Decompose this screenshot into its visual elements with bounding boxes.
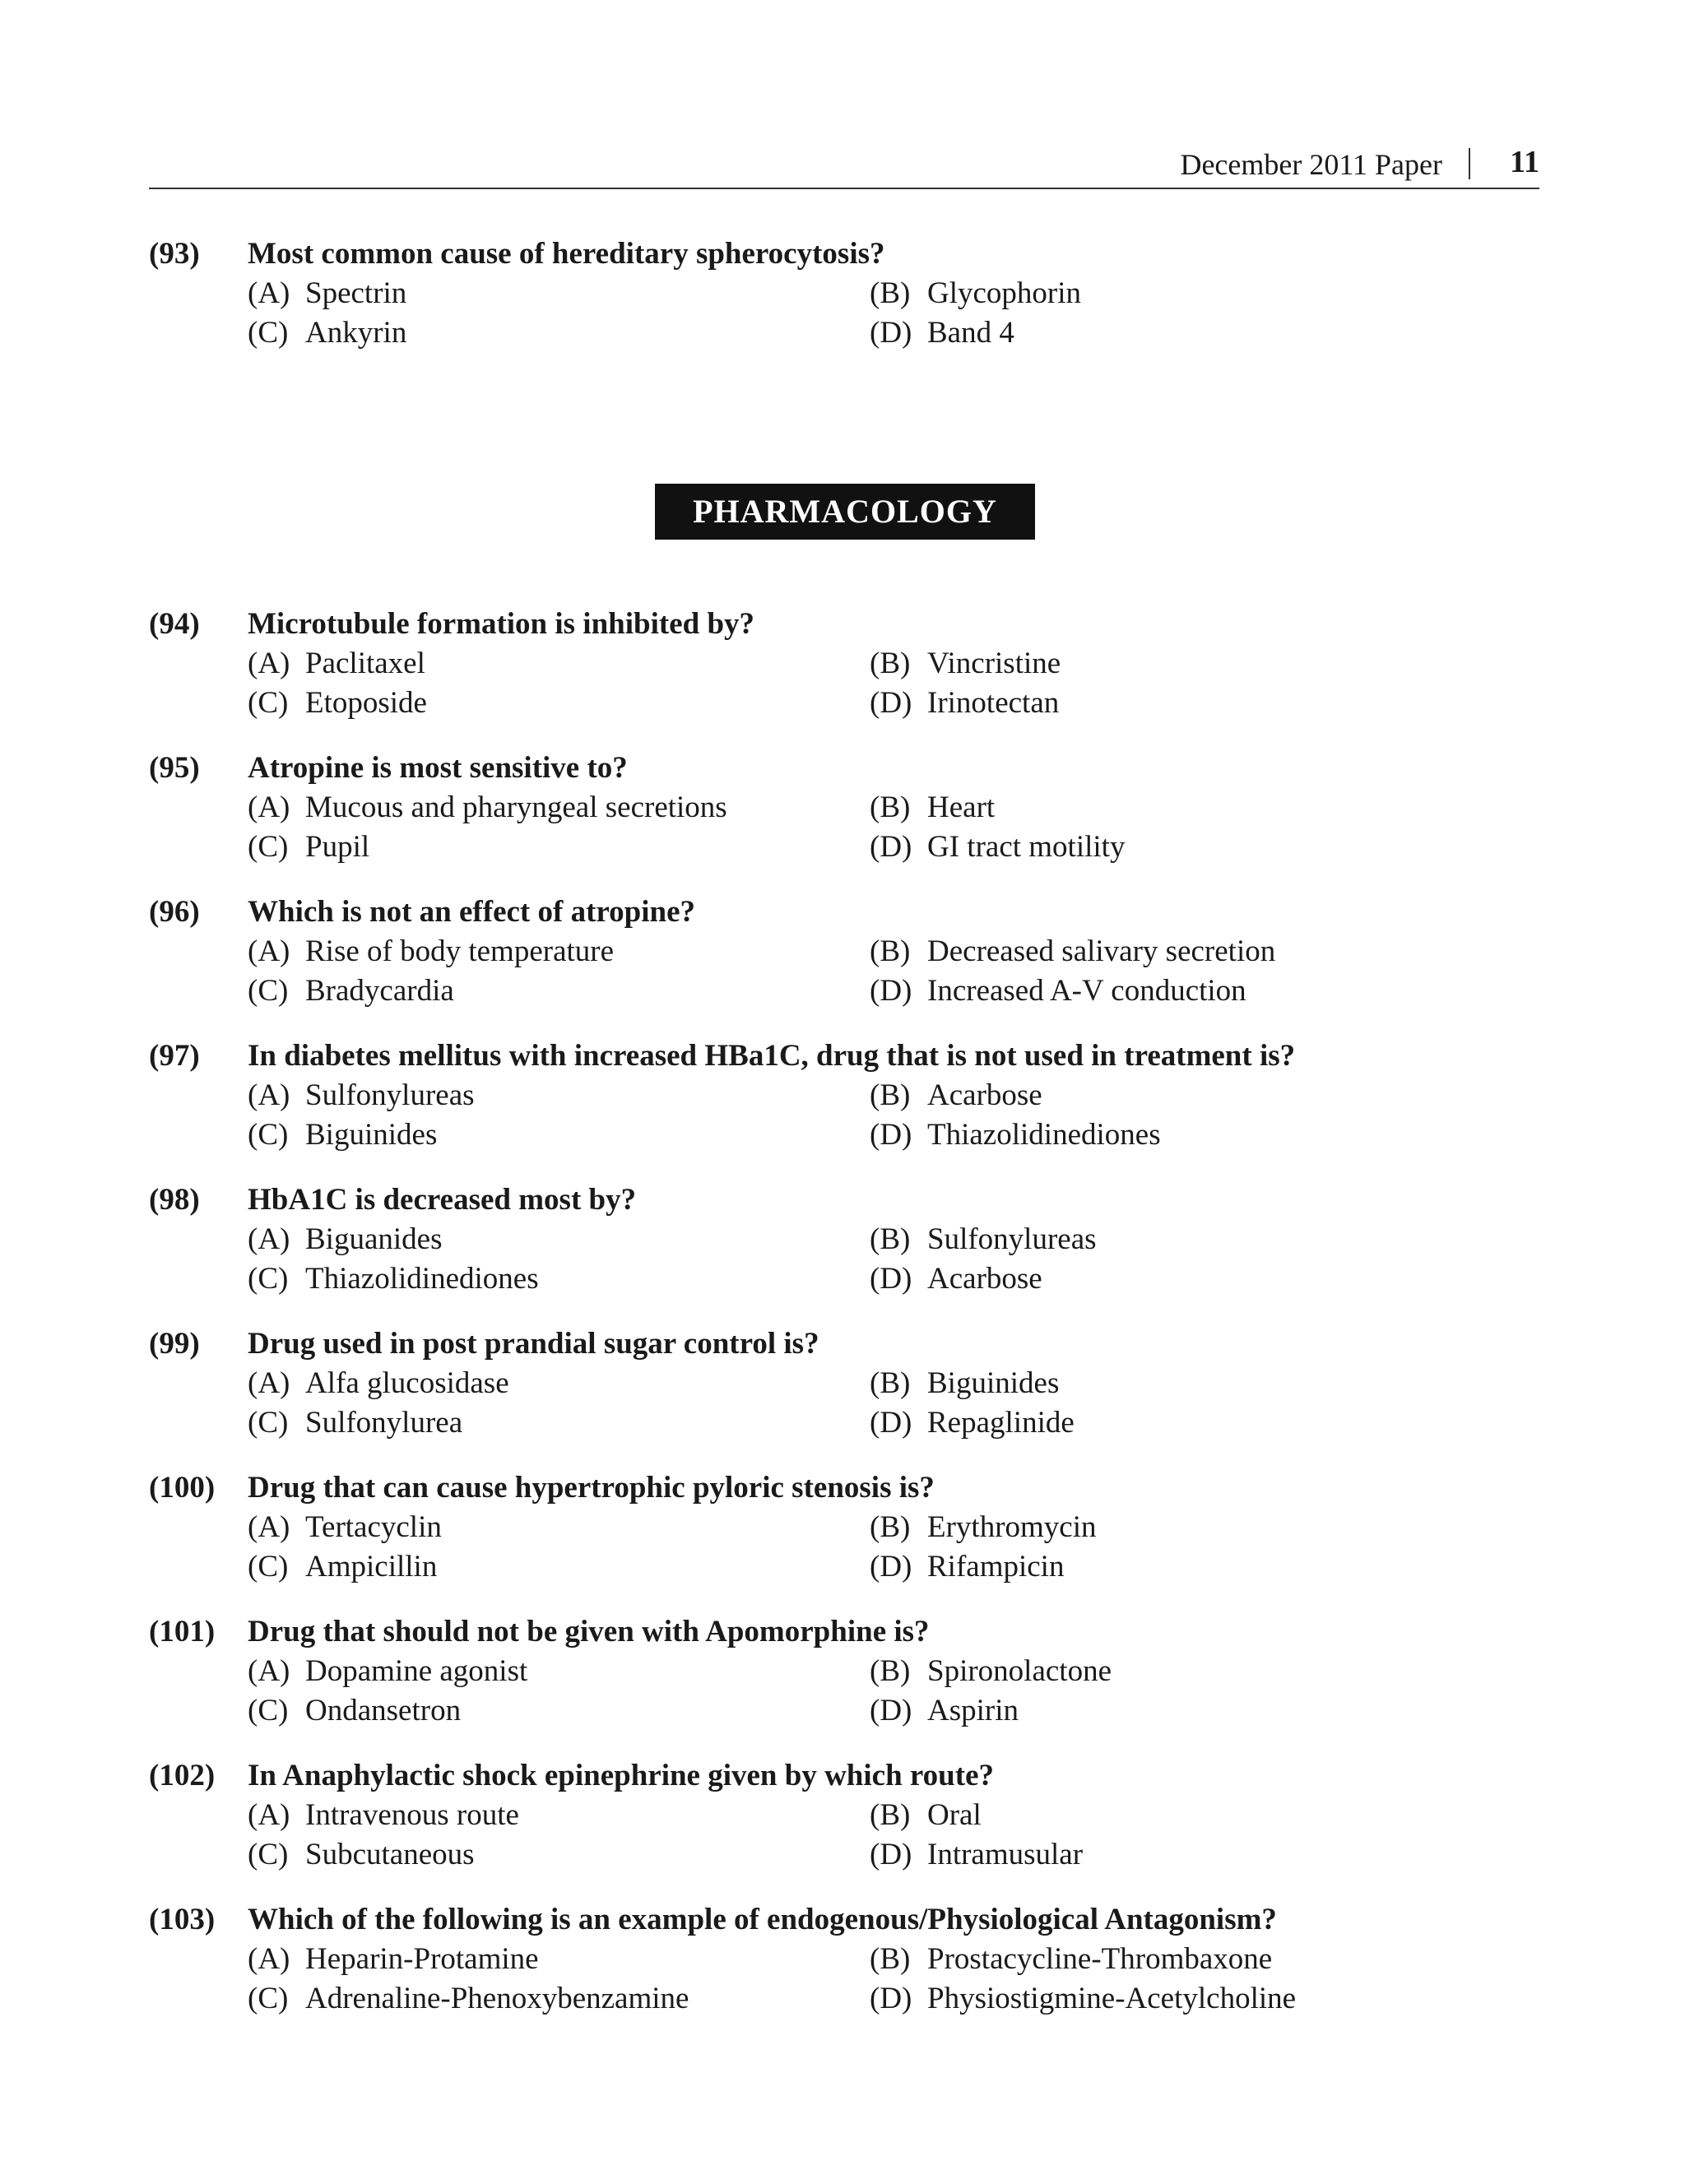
- option-letter: (C): [248, 830, 289, 864]
- running-title: December 2011 Paper: [1180, 148, 1442, 181]
- option-a: [248, 1364, 509, 1403]
- question-number: (98): [149, 1183, 200, 1217]
- option-b: [870, 644, 1061, 684]
- question-number: (94): [149, 607, 200, 641]
- question-text: Which is not an effect of atropine?: [248, 895, 695, 929]
- option-d: [870, 1115, 1161, 1155]
- option-b: [870, 274, 1081, 313]
- option-a: [248, 1220, 442, 1259]
- question-number: (95): [149, 751, 200, 785]
- question-number: (101): [149, 1615, 216, 1648]
- option-letter: (B): [870, 1510, 911, 1544]
- option-letter: (C): [248, 686, 289, 720]
- option-a: [248, 1076, 475, 1115]
- option-text: Acarbose: [927, 1078, 1042, 1112]
- option-text: Biguinides: [305, 1118, 438, 1152]
- option-text: Mucous and pharyngeal secretions: [305, 791, 727, 824]
- option-d: [870, 828, 1125, 867]
- option-a: [248, 1508, 442, 1547]
- option-text: Biguanides: [305, 1222, 443, 1256]
- option-letter: (C): [248, 1550, 289, 1584]
- option-letter: (D): [870, 1982, 912, 2015]
- option-text: Sulfonylureas: [927, 1222, 1097, 1256]
- option-c: [248, 828, 369, 867]
- option-text: Spironolactone: [927, 1654, 1112, 1688]
- option-text: Ankyrin: [305, 316, 407, 350]
- option-text: Heart: [927, 791, 996, 824]
- option-letter: (C): [248, 1262, 289, 1296]
- option-text: Oral: [927, 1798, 982, 1832]
- option-text: GI tract motility: [927, 830, 1126, 864]
- option-letter: (D): [870, 1118, 912, 1152]
- option-letter: (B): [870, 647, 911, 680]
- option-b: [870, 1508, 1097, 1547]
- option-c: [248, 1403, 462, 1443]
- option-text: Glycophorin: [927, 276, 1082, 310]
- question-text: Drug used in post prandial sugar control is?: [248, 1327, 819, 1361]
- option-a: [248, 788, 727, 828]
- option-letter: (A): [248, 276, 290, 310]
- option-c: [248, 1835, 475, 1875]
- option-text: Alfa glucosidase: [305, 1366, 509, 1400]
- option-text: Band 4: [927, 316, 1014, 350]
- option-text: Etoposide: [305, 686, 427, 720]
- option-a: [248, 932, 614, 971]
- option-text: Vincristine: [927, 647, 1061, 680]
- option-b: [870, 1076, 1042, 1115]
- option-text: Decreased salivary secretion: [927, 934, 1276, 968]
- option-letter: (C): [248, 974, 289, 1008]
- option-letter: (C): [248, 1694, 289, 1727]
- option-text: Thiazolidinediones: [305, 1262, 539, 1296]
- option-b: [870, 1796, 982, 1835]
- option-letter: (B): [870, 934, 911, 968]
- option-text: Subcutaneous: [305, 1838, 475, 1871]
- option-d: [870, 1259, 1042, 1299]
- option-c: [248, 684, 427, 723]
- question-number: (102): [149, 1759, 216, 1792]
- section-title: PHARMACOLOGY: [655, 484, 1035, 540]
- question-number: (97): [149, 1039, 200, 1073]
- option-letter: (D): [870, 1694, 912, 1727]
- option-b: [870, 1220, 1097, 1259]
- page-header: [149, 141, 1539, 189]
- question-number: (103): [149, 1903, 216, 1936]
- option-c: [248, 1259, 539, 1299]
- option-letter: (B): [870, 1078, 911, 1112]
- option-letter: (A): [248, 1078, 290, 1112]
- option-text: Rifampicin: [927, 1550, 1065, 1584]
- option-text: Paclitaxel: [305, 647, 425, 680]
- option-b: [870, 1652, 1112, 1691]
- option-d: [870, 313, 1014, 353]
- option-text: Biguinides: [927, 1366, 1060, 1400]
- option-text: Acarbose: [927, 1262, 1042, 1296]
- option-b: [870, 1364, 1059, 1403]
- option-a: [248, 1940, 539, 1979]
- question-number: (100): [149, 1471, 216, 1505]
- option-a: [248, 1652, 527, 1691]
- question-text: In Anaphylactic shock epinephrine given by which route?: [248, 1759, 994, 1792]
- header-separator: [1469, 148, 1470, 179]
- option-d: [870, 1691, 1019, 1731]
- option-text: Ampicillin: [305, 1550, 438, 1584]
- option-letter: (A): [248, 1942, 290, 1976]
- option-letter: (A): [248, 1654, 290, 1688]
- option-text: Increased A-V conduction: [927, 974, 1246, 1008]
- option-letter: (B): [870, 1942, 911, 1976]
- option-text: Rise of body temperature: [305, 934, 615, 968]
- option-letter: (B): [870, 1222, 911, 1256]
- option-c: [248, 1547, 437, 1587]
- option-text: Sulfonylurea: [305, 1406, 463, 1440]
- option-text: Adrenaline-Phenoxybenzamine: [305, 1982, 689, 2015]
- option-c: [248, 1979, 689, 2019]
- option-b: [870, 932, 1275, 971]
- option-text: Pupil: [305, 830, 370, 864]
- option-letter: (D): [870, 316, 912, 350]
- option-letter: (A): [248, 647, 290, 680]
- option-letter: (D): [870, 1838, 912, 1871]
- option-b: [870, 1940, 1272, 1979]
- option-text: Intravenous route: [305, 1798, 519, 1832]
- option-letter: (D): [870, 830, 912, 864]
- option-text: Irinotectan: [927, 686, 1060, 720]
- option-letter: (C): [248, 1838, 289, 1871]
- option-text: Repaglinide: [927, 1406, 1075, 1440]
- option-a: [248, 1796, 519, 1835]
- option-letter: (A): [248, 1366, 290, 1400]
- option-text: Spectrin: [305, 276, 407, 310]
- option-c: [248, 1115, 437, 1155]
- option-letter: (B): [870, 791, 911, 824]
- question-number: (96): [149, 895, 200, 929]
- option-text: Physiostigmine-Acetylcholine: [927, 1982, 1297, 2015]
- question-text: In diabetes mellitus with increased HBa1C, drug that is not used in treatment is?: [248, 1039, 1296, 1073]
- option-c: [248, 1691, 461, 1731]
- option-text: Intramusular: [927, 1838, 1084, 1871]
- question-number: (93): [149, 237, 200, 271]
- option-text: Ondansetron: [305, 1694, 462, 1727]
- option-letter: (B): [870, 1798, 911, 1832]
- option-a: [248, 274, 406, 313]
- option-text: Aspirin: [927, 1694, 1019, 1727]
- option-letter: (D): [870, 1262, 912, 1296]
- option-d: [870, 1979, 1296, 2019]
- option-letter: (D): [870, 974, 912, 1008]
- question-text: Microtubule formation is inhibited by?: [248, 607, 755, 641]
- option-c: [248, 971, 454, 1011]
- option-text: Dopamine agonist: [305, 1654, 528, 1688]
- option-letter: (B): [870, 276, 911, 310]
- option-letter: (A): [248, 934, 290, 968]
- question-text: HbA1C is decreased most by?: [248, 1183, 637, 1217]
- option-text: Thiazolidinediones: [927, 1118, 1161, 1152]
- option-letter: (D): [870, 686, 912, 720]
- option-letter: (C): [248, 316, 289, 350]
- option-letter: (C): [248, 1118, 289, 1152]
- question-text: Which of the following is an example of endogenous/Physiological Antagonism?: [248, 1903, 1277, 1936]
- option-text: Heparin-Protamine: [305, 1942, 539, 1976]
- option-letter: (D): [870, 1406, 912, 1440]
- option-b: [870, 788, 995, 828]
- option-d: [870, 684, 1059, 723]
- option-d: [870, 1403, 1075, 1443]
- question-text: Drug that should not be given with Apomorphine is?: [248, 1615, 930, 1648]
- option-a: [248, 644, 425, 684]
- option-text: Tertacyclin: [305, 1510, 442, 1544]
- option-text: Bradycardia: [305, 974, 454, 1008]
- question-text: Most common cause of hereditary spherocytosis?: [248, 237, 885, 271]
- question-text: Drug that can cause hypertrophic pyloric stenosis is?: [248, 1471, 935, 1505]
- option-c: [248, 313, 406, 353]
- option-d: [870, 971, 1246, 1011]
- question-text: Atropine is most sensitive to?: [248, 751, 628, 785]
- option-letter: (B): [870, 1654, 911, 1688]
- option-text: Erythromycin: [927, 1510, 1097, 1544]
- option-d: [870, 1835, 1083, 1875]
- option-letter: (A): [248, 1222, 290, 1256]
- option-letter: (C): [248, 1982, 289, 2015]
- option-letter: (A): [248, 1510, 290, 1544]
- option-letter: (D): [870, 1550, 912, 1584]
- page-number: 11: [1510, 145, 1539, 179]
- option-text: Prostacycline-Thrombaxone: [927, 1942, 1273, 1976]
- option-text: Sulfonylureas: [305, 1078, 475, 1112]
- option-letter: (C): [248, 1406, 289, 1440]
- question-number: (99): [149, 1327, 200, 1361]
- option-letter: (A): [248, 791, 290, 824]
- option-letter: (A): [248, 1798, 290, 1832]
- option-d: [870, 1547, 1064, 1587]
- option-letter: (B): [870, 1366, 911, 1400]
